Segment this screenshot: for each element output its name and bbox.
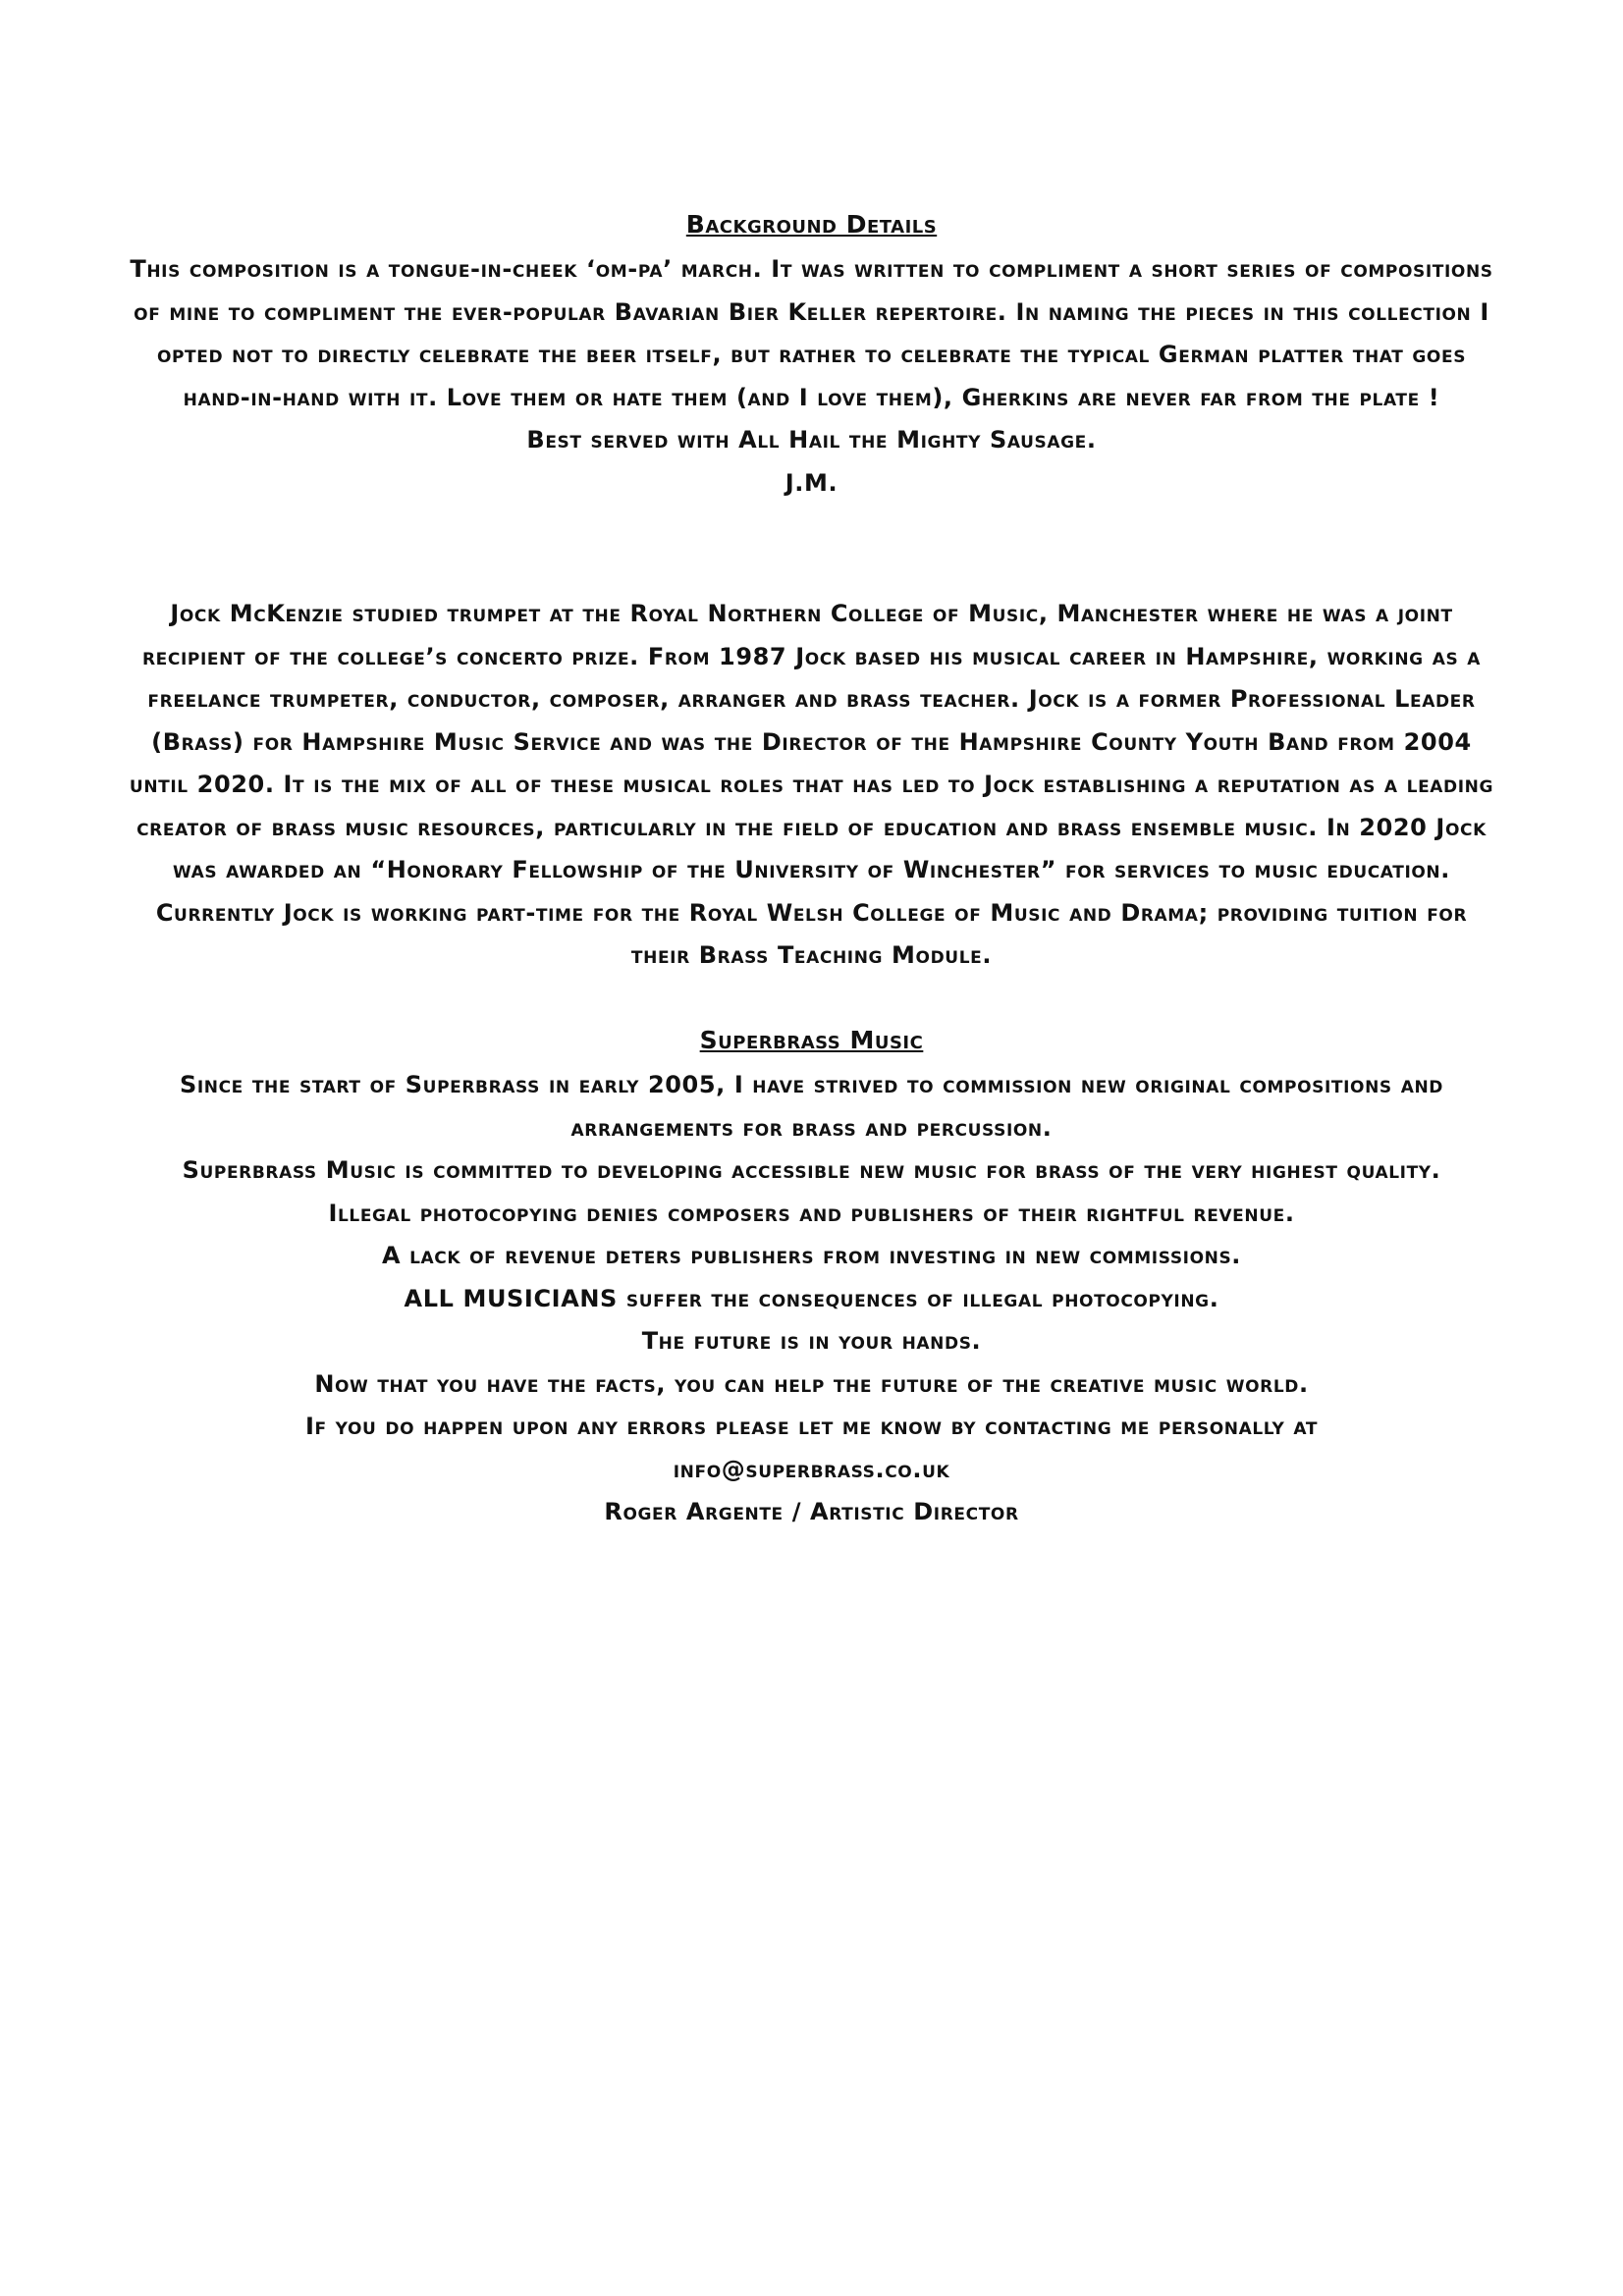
- background-details-heading: Background Details: [685, 210, 938, 239]
- all-musicians-line: [128, 1278, 1495, 1321]
- all-musicians-emphasis: ALL MUSICIANS: [404, 1284, 618, 1312]
- future-in-your-hands-line: The future is in your hands.: [641, 1327, 982, 1355]
- background-details-section: [128, 209, 1495, 505]
- superbrass-music-heading: Superbrass Music: [699, 1026, 924, 1054]
- creative-music-world-line: Now that you have the facts, you can help the future of the creative music world.: [314, 1369, 1309, 1398]
- superbrass-commitment-line: Superbrass Music is committed to developing accessible new music for brass of the very highest quality.: [182, 1156, 1441, 1184]
- superbrass-intro-paragraph: Since the start of Superbrass in early 2005, I have strived to commission new original compositions and arrangements for brass and percussion.: [179, 1071, 1444, 1142]
- served-with-line: Best served with All Hail the Mighty Sausage.: [526, 426, 1097, 454]
- composer-biography-paragraph: Jock McKenzie studied trumpet at the Royal Northern College of Music, Manchester where he was a joint recipient of the college’s concerto prize. From 1987 Jock based his musical career in Hampshire, working as a freelance trumpeter, conductor, composer, arranger and brass teacher. Jock is a former Professional Leader (Brass) for Hampshire Music Service and was the Director of the Hampshire County Youth Band from 2004 until 2020. It is the mix of all of these musical roles that has led to Jock establishing a reputation as a leading creator of brass music resources, particularly in the field of education and brass ensemble music. In 2020 Jock was awarded an “Honorary Fellowship of the University of Winchester” for services to music education. Currently Jock is working part-time for the Royal Welsh College of Music and Drama; providing tuition for their Brass Teaching Module.: [129, 600, 1494, 969]
- signature-line: Roger Argente / Artistic Director: [604, 1498, 1019, 1525]
- superbrass-music-section: [128, 1025, 1495, 1534]
- lack-of-revenue-line: A lack of revenue deters publishers from investing in new commissions.: [381, 1242, 1242, 1269]
- contact-errors-line: If you do happen upon any errors please let me know by contacting me personally at: [304, 1413, 1319, 1440]
- composer-initials: J.M.: [784, 468, 839, 497]
- all-musicians-rest: suffer the consequences of illegal photocopying.: [617, 1284, 1219, 1312]
- illegal-photocopying-line: Illegal photocopying denies composers and publishers of their rightful revenue.: [328, 1199, 1295, 1227]
- composer-biography-section: [128, 593, 1495, 978]
- background-details-paragraph: This composition is a tongue-in-cheek ‘om-pa’ march. It was written to compliment a short series of compositions of mine to compliment the ever-popular Bavarian Bier Keller repertoire. In naming the pieces in this collection I opted not to directly celebrate the beer itself, but rather to celebrate the typical German platter that goes hand-in-hand with it. Love them or hate them (and I love them), Gherkins are never far from the plate !: [130, 255, 1493, 411]
- contact-email: info@superbrass.co.uk: [673, 1455, 950, 1483]
